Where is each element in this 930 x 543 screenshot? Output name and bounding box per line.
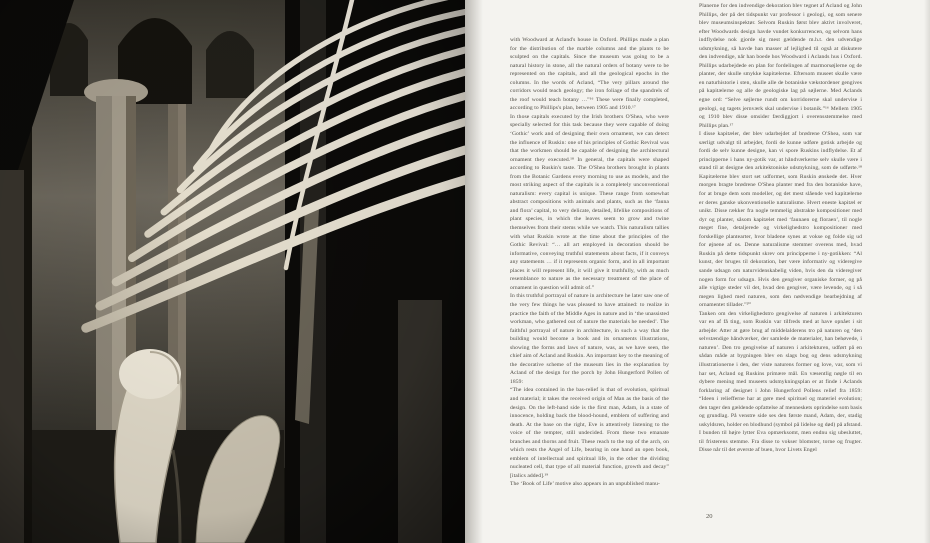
english-paragraph-4: “The idea contained in the bas-relief is that of evolution, spiritual and material; it takes the received origin of Man as the basis of the design. On the left-hand side is the first man, Adam, in a state of innocence, holding back the blood-hound, emblem of suffering and death. At the base on the right, Eve is attentively listening to the voice of the tempter, still undecided. From these two emanate branches and thorns and fruit. These reach to the top of the arch, on which rests the Angel of Life, bearing in one hand an open book, emblem of intellectual and spiritual life, in the other the dividing nucleated cell, that type of all material function, growth and decay” [italics added].¹⁹ xyxy=(510,387,669,479)
danish-paragraph-1: Planerne for den indvendige dekoration blev tegnet af Acland og John Phillips, der på det tidspunkt var professor i geologi, og som senere blev museumsinspektør. Selvom Ruskin først blev aktivt involveret, efter Woodwards design havde vundet konkurrencen, og selvom hans indflydelse nok gjorde sig mest gældende m.h.t. den udvendige udsmykning, så havde han masser af lejlighed til også at diskutere den indvendige, når han boede hos Woodward i Aclands hus i Oxford. Phillips udarbejdede en plan for fordelingen af marmorsøjlerne og de planter, der skulle smykke kapitælerne. Eftersom museet skulle være en naturhistorie i sten, skulle alle de botaniske vækstordener gengives på kapitælerne og alle de geologiske lag på søjlerne. Med Aclands egne ord: “Selve søjlerne rundt om korridorerne skal undervise i geologi, og tagets jernværk skal undervise i botanik.”¹⁶ Mellem 1905 og 1910 blev disse omsider færdiggjort i overensstemmelse med Phillips plan.¹⁷ xyxy=(699,3,862,129)
english-text-column xyxy=(510,36,669,499)
page-edge-shadow xyxy=(924,0,930,543)
gutter-shadow xyxy=(465,0,483,543)
danish-paragraph-2: I disse kapitæler, der blev udarbejdet af brødrene O'Shea, som var særligt udvalgt til arbejdet, fordi de kunne udføre gotisk arbejde og fordi de selv kunne designe, kan vi spore Ruskins indflydelse. Et af principperne i hans ny-gotik var, at håndværkerne selv skulle være i stand til at designe den arkitektoniske udsmykning, som de udførte.¹⁸ Kapitælerne blev stort set udformet, som Ruskin ønskede det. Hver morgen bragte brødrene O'Shea planter med fra den botaniske have, for at bruge dem som modeller, og det mest slående ved kapitælerne er deres ganske ukonventionelle naturalisme. Hvert eneste kapitæl er unikt. Disse rækker fra nogle temmelig abstrakte kompositioner med dyr og planter, såsom kapitælet med ‘faunaen og floraen’, til nogle meget fine, detaljerede og virkelighedstro kompositioner med forskellige plantearter, hvor bladene synes at vokse og folde sig ud for øjnene af os. Denne naturalisme stemmer overens med, hvad Ruskin på dette tidspunkt skrev om principperne i ny-gotikken: “Al kunst, der bruges til dekoration, bør være informativ og videregive sande udsagn om naturvidenskabelig viden, hvis den da videregiver nogen form for udsagn. Hvis den gengiver organiske former, og på alle vigtige steder vil det, hvad den gengiver, være levende, og i så megen lighed med naturen, som den nødvendige bearbejdning af ornamentet tillader.”²⁰ xyxy=(699,131,862,309)
right-page xyxy=(465,0,930,543)
danish-paragraph-3: Tanken om den virkelighedstro gengivelse af naturen i arkitekturen var en af få ting, som Ruskin var tilfreds med at have opnået i sit arbejde: Atter at gøre brug af middelalderens tro på naturen og ‘den selvstændige håndværker, der samlede de materialer, han behøvede, i naturen’. Den tro gengivelse af naturen i arkitekturen, udført på en sådan måde at bygningen blev en slags bog og dens udsmykning illustrationerne i den, der viste naturens former og love, var, som vi har set, Acland og Ruskins primære mål. En væsentlig nøgle til en dybere mening med museets udsmykningsplan er at finde i Aclands forklaring af designet i John Hungerford Pollens relief fra 1859: “Ideen i reliefferne har at gøre med spirituel og materiel evolution; den tager den gældende opfattelse af menneskets oprindelse som basis og grundlag. På venstre side ses den første mand, Adam, der, stadig uskyldsren, holder en blodhund (symbol på lidelse og død) på afstand. I bunden til højre lytter Eva opmærksomt, men endnu sig ubesluttet, til fristerens stemme. Fra disse to vokser blomster, torne og frugter. Disse når til det øverste af buen, hvor Livets Engel xyxy=(699,310,862,454)
english-paragraph-1: with Woodward at Acland's house in Oxford. Phillips made a plan for the distribution of the marble columns and the plants to be sculpted on the capitals. Since the museum was going to be a natural history in stone, all the natural orders of botany were to be represented on the capitals, and all the geological epochs in the columns. In the words of Acland, “The very pillars around the corridors would teach geology; the iron foliage of the spandrels of the roof would teach botany …”¹⁶ These were finally completed, according to Phillips's plan, between 1905 and 1910.¹⁷ xyxy=(510,37,669,112)
english-paragraph-5: The ‘Book of Life’ motive also appears in an unpublished manu- xyxy=(510,481,660,488)
english-paragraph-2: In those capitals executed by the Irish brothers O'Shea, who were specially selected for this task because they were capable of doing ‘Gothic’ work and of designing their own ornament, we can detect the influence of Ruskin: one of his principles of Gothic Revival was that the workmen should be capable of designing the architectural ornament they executed.¹⁸ In general, the capitals were shaped according to Ruskin's taste. The O'Shea brothers brought in plants from the Botanic Gardens every morning to use as models, and the most striking aspect of the capitals is a completely unconventional naturalism: every capital is unique. These range from somewhat abstract compositions with animals and plants, such as the ‘fauna and flora’ capital, to very delicate, detailed, lifelike compositions of plant species, in which the leaves seem to grow and twine themselves from their stems while we watch. This naturalism tallies with what Ruskin wrote at the time about the principles of the Gothic Revival: “… all art employed in decoration should be informative, conveying truthful statements about facts, if it conveys any statements … if it represents organic form, and in all important places it will represent life, it will give it truthfully, with as much resemblance to nature as the necessary treatment of the place of ornament in question will admit of.” xyxy=(510,113,669,291)
page-number: 20 xyxy=(706,513,713,520)
danish-text-column xyxy=(699,2,862,496)
english-paragraph-3: In this truthful portrayal of nature in architecture he later saw one of the very few things he was pleased to have attained: to realize in practice the faith of the Middle Ages in nature and in ‘the unassisted workman, who gathered out of nature the materials he needed’. The faithful portrayal of nature in architecture, in such a way that the building would become a book and its ornaments illustrations, showing the forms and laws of nature, was, as we have seen, the chief aim of Acland and Ruskin. An important key to the meaning of the decorative scheme of the museum lies in the explanation by Acland of the design for the porch by John Hungerford Pollen of 1859: xyxy=(510,293,669,385)
